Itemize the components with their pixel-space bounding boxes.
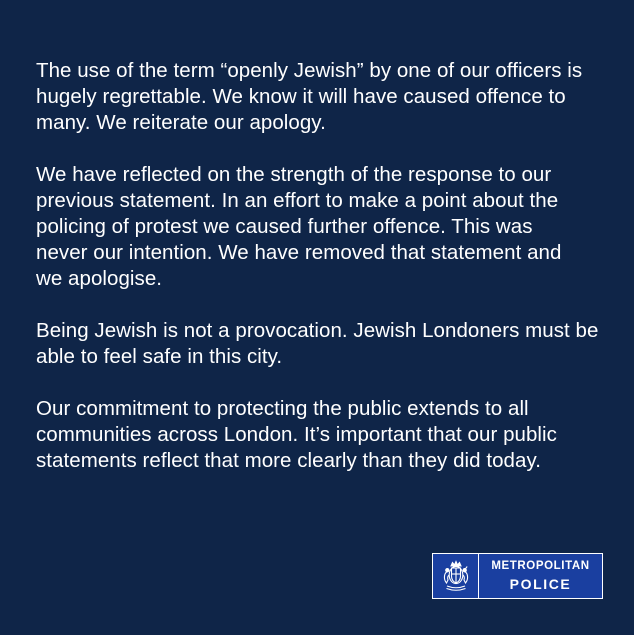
metropolitan-police-logo	[432, 553, 603, 599]
logo-wordmark	[479, 554, 602, 598]
statement-paragraph-2: We have reflected on the strength of the response to our previous statement. In an effort to make a point about the policing of protest we caused further offence. This was never our intention. We have removed that statement and we apologise.	[36, 163, 562, 290]
logo-line-metropolitan: METROPOLITAN	[491, 560, 590, 573]
statement-paragraph-3: Being Jewish is not a provocation. Jewish Londoners must be able to feel safe in this city.	[36, 319, 599, 368]
royal-crest-icon	[433, 554, 479, 598]
statement-paragraph-4: Our commitment to protecting the public extends to all communities across London. It’s important that our public statements reflect that more clearly than they did today.	[36, 397, 557, 472]
statement-body	[36, 58, 611, 500]
logo-line-police: POLICE	[509, 575, 572, 592]
statement-paragraph-1: The use of the term “openly Jewish” by one of our officers is hugely regrettable. We know it will have caused offence to many. We reiterate our apology.	[36, 59, 583, 134]
